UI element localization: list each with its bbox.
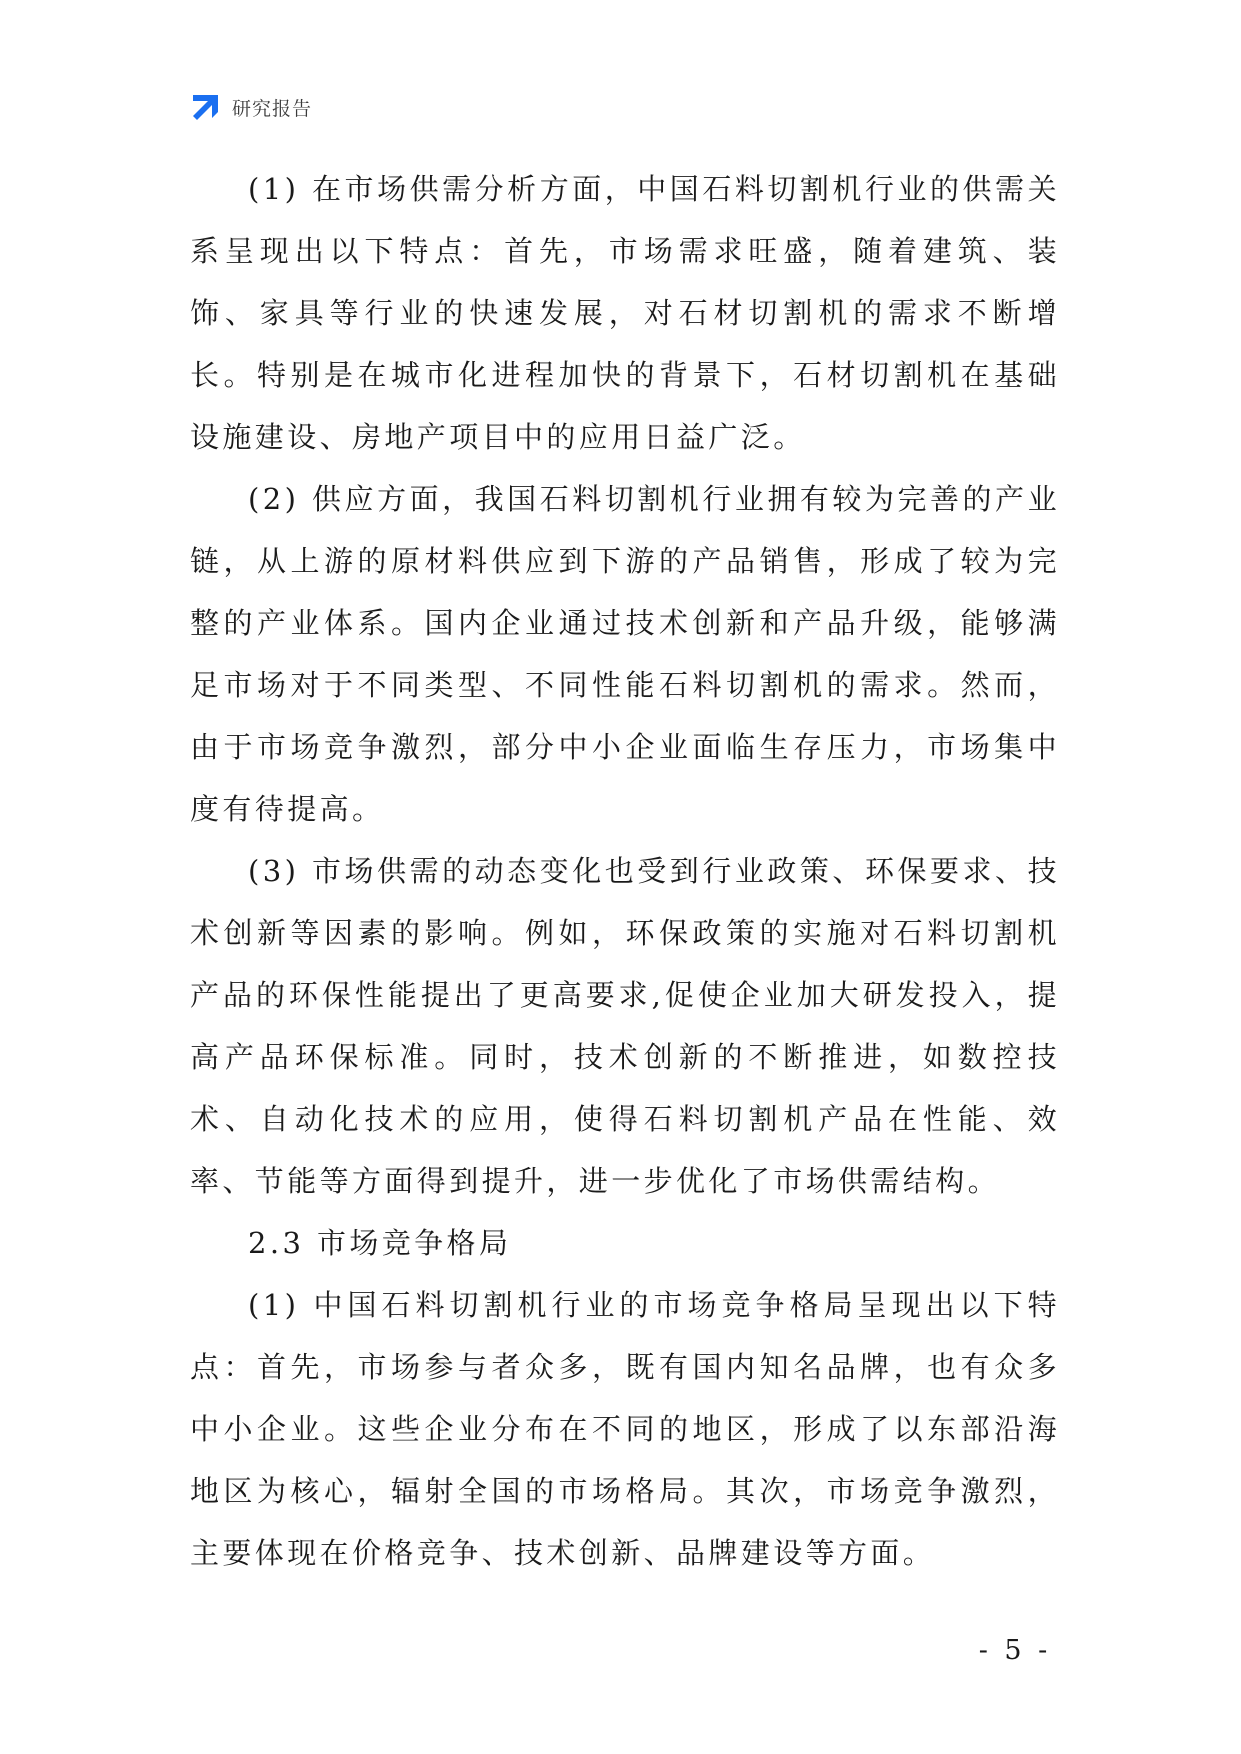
header-title: 研究报告 [232, 97, 313, 120]
paragraph: (2) 供应方面，我国石料切割机行业拥有较为完善的产业链，从上游的原材料供应到下游的产品销售，形成了较为完整的产业体系。国内企业通过技术创新和产品升级，能够满足市场对于不同类型、不同性能石料切割机的需求。然而，由于市场竞争激烈，部分中小企业面临生存压力，市场集中度有待提高。 [190, 482, 1060, 826]
paragraph: (3) 市场供需的动态变化也受到行业政策、环保要求、技术创新等因素的影响。例如，环保政策的实施对石料切割机产品的环保性能提出了更高要求,促使企业加大研发投入，提高产品环保标准。同时，技术创新的不断推进，如数控技术、自动化技术的应用，使得石料切割机产品在性能、效率、节能等方面得到提升，进一步优化了市场供需结构。 [190, 854, 1060, 1198]
report-header [190, 90, 312, 124]
paragraph: (1) 在市场供需分析方面，中国石料切割机行业的供需关系呈现出以下特点：首先，市场需求旺盛，随着建筑、装饰、家具等行业的快速发展，对石材切割机的需求不断增长。特别是在城市化进程加快的背景下，石材切割机在基础设施建设、房地产项目中的应用日益广泛。 [190, 172, 1060, 454]
document-body [190, 158, 1060, 1584]
arrow-up-right-icon [190, 91, 222, 123]
page-number: - 5 - [978, 1635, 1052, 1666]
paragraph: (1) 中国石料切割机行业的市场竞争格局呈现出以下特点：首先，市场参与者众多，既有国内知名品牌，也有众多中小企业。这些企业分布在不同的地区，形成了以东部沿海地区为核心，辐射全国的市场格局。其次，市场竞争激烈，主要体现在价格竞争、技术创新、品牌建设等方面。 [190, 1288, 1060, 1570]
section-heading: 2.3 市场竞争格局 [248, 1226, 512, 1260]
